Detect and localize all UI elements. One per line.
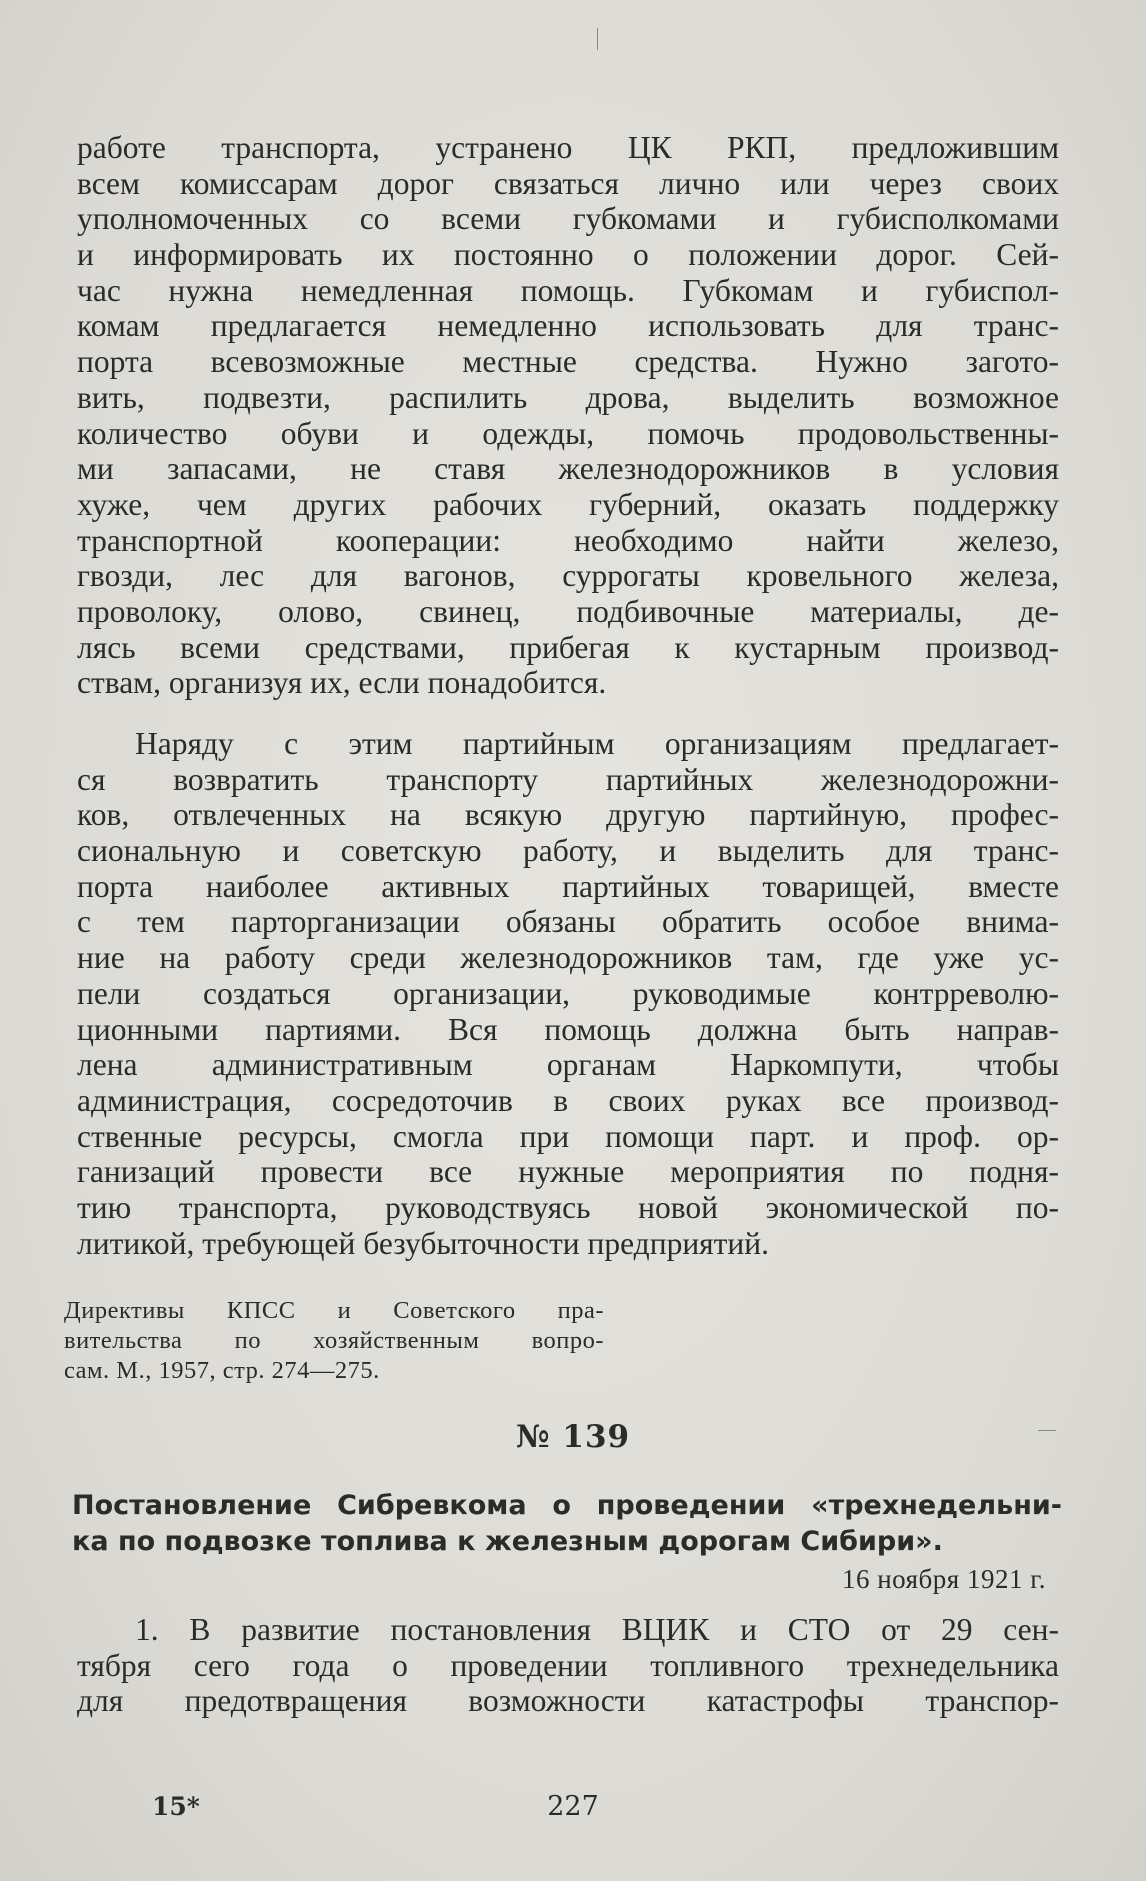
source-citation [64,1296,604,1386]
text-line: проволоку, олово, свинец, подбивочные материалы, де- [77,593,1059,629]
text-line: лена административным органам Наркомпути, чтобы [77,1047,1059,1083]
paragraph-transport-directive [77,130,1059,701]
text-line: тября сего года о проведении топливного трехнедельника [77,1647,1059,1683]
text-line: хуже, чем других рабочих губерний, оказать поддержку [77,486,1059,522]
text-line: ганизаций провести все нужные мероприятия по подня- [77,1154,1059,1190]
text-line: тию транспорта, руководствуясь новой экономической по- [77,1189,1059,1225]
text-line: ционными партиями. Вся помощь должна быть направ- [77,1011,1059,1047]
text-line: ние на работу среди железнодорожников там, где уже ус- [77,940,1059,976]
text-line: Наряду с этим партийным организациям предлагает- [135,726,1059,761]
text-line: порта наиболее активных партийных товарищей, вместе [77,868,1059,904]
paragraph-party-organizations [77,726,1059,1261]
text-line: вить, подвезти, распилить дрова, выделить возможное [77,379,1059,415]
document-number: № 139 [515,1419,631,1455]
document-title [72,1488,1062,1560]
text-line: порта всевозможные местные средства. Нужно загото- [77,344,1059,380]
scan-mark-top [597,28,598,50]
text-line: всем комиссарам дорог связаться лично или через своих [77,165,1059,201]
document-date: 16 ноября 1921 г. [841,1564,1046,1594]
text-line: ствам, организуя их, если понадобится. [77,665,607,701]
title-line: Постановление Сибревкома о проведении «трехнедельни- [72,1490,1062,1521]
text-line: администрация, сосредоточив в своих руках все производ- [77,1082,1059,1118]
text-line: литикой, требующей безубыточности предприятий. [77,1225,770,1261]
page-number: 227 [547,1791,599,1822]
text-line: количество обуви и одежды, помочь продовольственны- [77,415,1059,451]
text-line: комам предлагается немедленно использовать для транс- [77,308,1059,344]
text-line: пели создаться организации, руководимые контрреволю- [77,975,1059,1011]
citation-line: сам. М., 1957, стр. 274—275. [64,1357,380,1384]
text-line: 1. В развитие постановления ВЦИК и СТО от 29 сен- [135,1612,1059,1647]
text-line: транспортной кооперации: необходимо найти железо, [77,522,1059,558]
text-line: лясь всеми средствами, прибегая к кустарным производ- [77,629,1059,665]
citation-line: Директивы КПСС и Советского пра- [64,1297,604,1324]
text-line: с тем парторганизации обязаны обратить особое внима- [77,904,1059,940]
text-line: час нужна немедленная помощь. Губкомам и губиспол- [77,272,1059,308]
text-line: работе транспорта, устранено ЦК РКП, предложившим [77,130,1059,165]
citation-line: вительства по хозяйственным вопро- [64,1327,604,1354]
text-line: ми запасами, не ставя железнодорожников в условия [77,451,1059,487]
signature-mark: 15* [152,1792,200,1821]
text-line: ся возвратить транспорту партийных железнодорожни- [77,761,1059,797]
title-line: ка по подвозке топлива к железным дорогам Сибири». [72,1526,943,1557]
text-line: для предотвращения возможности катастрофы транспор- [77,1683,1059,1719]
text-line: и информировать их постоянно о положении дорог. Сей- [77,237,1059,273]
text-line: сиональную и советскую работу, и выделить для транс- [77,833,1059,869]
text-line: уполномоченных со всеми губкомами и губисполкомами [77,201,1059,237]
paragraph-resolution-point-1 [77,1612,1059,1719]
text-line: ков, отвлеченных на всякую другую партийную, профес- [77,797,1059,833]
text-line: гвозди, лес для вагонов, суррогаты кровельного железа, [77,558,1059,594]
text-line: ственные ресурсы, смогла при помощи парт. и проф. ор- [77,1118,1059,1154]
